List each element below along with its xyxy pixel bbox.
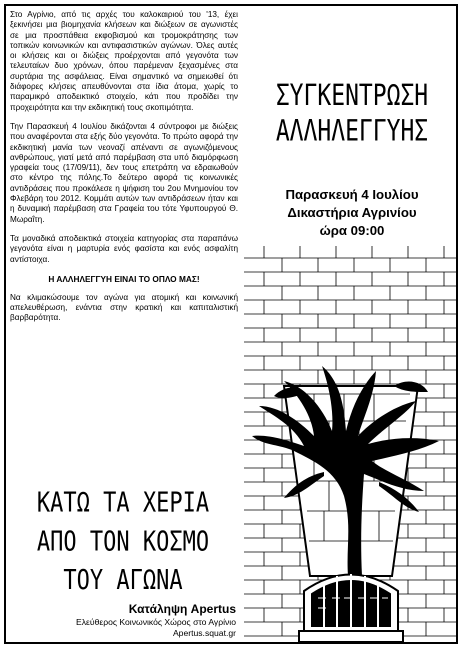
- trial-paragraph: Την Παρασκευή 4 Ιουλίου δικάζονται 4 σύντροφοι με διώξεις που αναφέρονται στα εξής δύο γεγονότα. Το πρώτο αφορά την εκδικητική μανία των νεοναζί απέναντι σε αγωνιζόμενους ανθρώπους, γιατί μετά από παρέμβαση στα υπό διαμόρφωση γραφεία τους (17/09/11), δεν τους επετράπη να εδραιωθούν στο κέντρο της πόλης.Το δεύτερο αφορά τις κοινωνικές αντιδράσεις που προκάλεσε η ψήφιση του 2ου Μνημονίου τον Φλεβάρη του 2012. Κομμάτι αυτών των αντιδράσεων ήταν και η δυναμική παρέμβαση στα Γραφεία του τότε Υφυπουργού Θ. Μωραΐτη.: [10, 121, 238, 224]
- intro-paragraph: Στο Αγρίνιο, από τις αρχές του καλοκαιριού του '13, έχει ξεκινήσει μια βιομηχανία κλήσεων και διώξεων σε αγωνιστές σε μια προσπάθεια εκφοβισμού και τρομοκράτησης των τοπικών κοινωνικών και αντιφασιστικών αγώνων. Όλες αυτές οι κλήσεις και οι διώξεις προέρχονται από γεγονότα των τελευταίων δυο χρόνων, όπου παρέμεναν ξεχασμένες στα συρτάρια της ασφάλειας. Είναι σημαντικό να σημειωθεί ότι διάφορες κλήσεις απευθύνονται στα ίδια άτομα, χωρίς το παραμικρό αποδεικτικό στοιχείο, κάτι που προδίδει την προχειρότητα και την εκδικητική τους σκοπιμότητα.: [10, 10, 238, 112]
- gathering-title: [246, 78, 458, 150]
- squat-website: Apertus.squat.gr: [172, 628, 236, 638]
- signature-block: [14, 602, 236, 639]
- body-text-column: [10, 10, 238, 333]
- hands-off-title-line-1: ΚΑΤΩ ΤΑ ΧΕΡΙΑ: [36, 487, 210, 519]
- prison-tree-illustration: [244, 246, 458, 644]
- barred-window: [299, 574, 403, 642]
- squat-name: Κατάληψη Apertus: [128, 602, 236, 616]
- event-time: ώρα 09:00: [319, 223, 385, 238]
- squat-subtitle: Ελεύθερος Κοινωνικός Χώρος στο Αγρίνιο: [76, 617, 236, 627]
- solidarity-slogan: Η ΑΛΛΗΛΕΓΓΥΗ ΕΙΝΑΙ ΤΟ ΟΠΛΟ ΜΑΣ!: [48, 273, 200, 284]
- hands-off-title: [14, 484, 232, 600]
- hands-off-title-line-2: ΑΠΟ ΤΟΝ ΚΟΣΜΟ: [36, 526, 210, 558]
- event-place: Δικαστήρια Αγρινίου: [287, 205, 417, 220]
- event-details: [246, 186, 458, 240]
- event-date: Παρασκευή 4 Ιουλίου: [285, 187, 419, 202]
- closing-paragraph: Να κλιμακώσουμε τον αγώνα για ατομική και κοινωνική απελευθέρωση, ενάντια στην κρατική και καπιταλιστική βαρβαρότητα.: [10, 292, 238, 323]
- hands-off-title-line-3: ΤΟΥ ΑΓΩΝΑ: [63, 565, 183, 597]
- evidence-paragraph: Τα μοναδικά αποδεικτικά στοιχεία κατηγορίας στα παραπάνω γεγονότα είναι η μαρτυρία ενός φασίστα και ενός ασφαλίτη αντίστοιχα.: [10, 233, 238, 264]
- poster-frame: [4, 4, 458, 644]
- gathering-title-line-2: ΑΛΛΗΛΕΓΓΥΗΣ: [275, 115, 429, 149]
- gathering-title-line-1: ΣΥΓΚΕΝΤΡΩΣΗ: [275, 79, 429, 113]
